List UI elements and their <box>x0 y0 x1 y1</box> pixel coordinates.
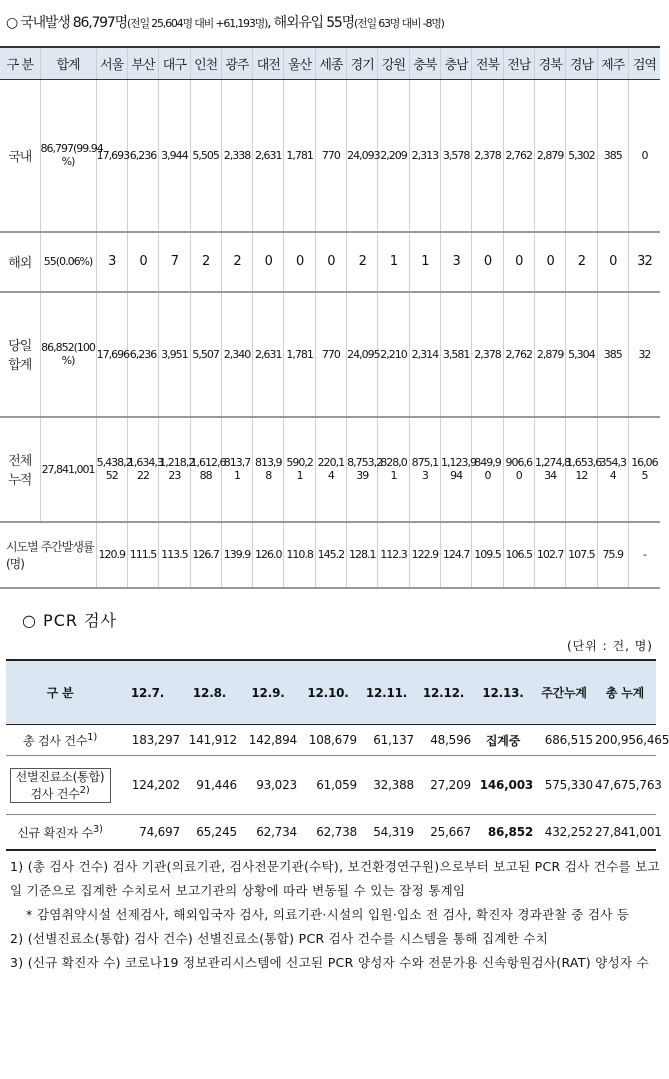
daily-value-cell: 2,631 <box>253 292 284 417</box>
cumulative-value-cell <box>221 417 252 522</box>
weekly-value-cell: 126.0 <box>253 522 284 588</box>
weekly-value-cell: 113.5 <box>159 522 190 588</box>
domestic-row <box>0 80 660 232</box>
cumulative-bottom: 3 <box>421 469 428 482</box>
cumulative-stack <box>222 456 252 482</box>
overseas-total-cell: 55(0.06%) <box>40 232 96 292</box>
pcr-header-cell: 주간누계 <box>534 660 594 725</box>
weekly-value-cell: 145.2 <box>315 522 346 588</box>
domestic-value-cell: 5,302 <box>566 80 597 232</box>
table2-header-row <box>6 660 656 725</box>
header-cell: 합계 <box>40 47 96 80</box>
cumulative-bottom: 52 <box>105 469 118 482</box>
cumulative-bottom: 23 <box>168 469 181 482</box>
pcr-value-cell: 91,446 <box>181 756 238 815</box>
domestic-label-text: 국내 <box>8 149 32 165</box>
cumulative-row <box>0 417 660 522</box>
daily-value-cell: 770 <box>315 292 346 417</box>
cumulative-bottom: 22 <box>137 469 150 482</box>
pcr-value-cell: 32,388 <box>358 756 415 815</box>
domestic-value-cell: 3,944 <box>159 80 190 232</box>
weekly-value-cell: 75.9 <box>597 522 628 588</box>
daily-value-cell: 5,304 <box>566 292 597 417</box>
cumulative-bottom: 0 <box>484 469 491 482</box>
daily-total-stack <box>41 341 96 367</box>
cumulative-top: 590,2 <box>286 456 313 469</box>
overseas-value-cell: 1 <box>409 232 440 292</box>
pcr-value-cell: 93,023 <box>238 756 298 815</box>
overseas-value-cell: 2 <box>221 232 252 292</box>
pcr-value-cell: 54,319 <box>358 815 415 851</box>
unit-label: (단위 : 건, 명) <box>566 639 653 653</box>
pcr-row-label-text: 총 검사 건수 <box>22 733 88 748</box>
pcr-value-cell: 142,894 <box>238 725 298 756</box>
weekly-value-cell: 139.9 <box>221 522 252 588</box>
pcr-header-cell: 구 분 <box>6 660 114 725</box>
pcr-header-cell: 12.11. <box>358 660 415 725</box>
cumulative-value-cell <box>253 417 284 522</box>
pcr-row-label-text: 선별진료소(통합) 검사 건수 <box>15 769 105 801</box>
weekly-value-cell: 109.5 <box>472 522 503 588</box>
pcr-value-cell: 200,956,465 <box>594 725 656 756</box>
pcr-value-cell: 27,841,001 <box>594 815 656 851</box>
cumulative-value-cell <box>190 417 226 522</box>
footnotes <box>10 855 660 975</box>
footnote-star: * 감염취약시설 선제검사, 해외입국자 검사, 의료기관·시설의 입원·입소 전 검사, 확진자 경과관찰 중 검사 등 <box>26 907 630 922</box>
header-cell: 세종 <box>315 47 346 80</box>
pcr-value-cell: 65,245 <box>181 815 238 851</box>
overseas-value-cell: 0 <box>503 232 534 292</box>
header-cell: 부산 <box>127 47 158 80</box>
pcr-test-table <box>6 659 669 851</box>
domestic-change-text: (전일 25,604명 대비 +61,193명) <box>126 17 268 30</box>
header-cell: 광주 <box>221 47 252 80</box>
header-cell: 경남 <box>566 47 597 80</box>
cumulative-bottom: 88 <box>199 469 212 482</box>
weekly-value-cell: 128.1 <box>347 522 378 588</box>
pcr-header-cell: 총 누계 <box>594 660 656 725</box>
domestic-value-cell: 2,378 <box>472 80 503 232</box>
daily-value-cell: 3,951 <box>159 292 190 417</box>
daily-total-cell <box>40 292 96 417</box>
cumulative-top: 849,9 <box>474 456 501 469</box>
daily-value-cell: 6,236 <box>127 292 158 417</box>
cumulative-top: 220,1 <box>317 456 345 469</box>
overseas-value-cell: 2 <box>190 232 221 292</box>
new-cases-row <box>6 815 656 851</box>
cumulative-value-cell <box>378 417 409 522</box>
pcr-header-cell: 12.12. <box>415 660 472 725</box>
cumulative-stack <box>253 456 283 482</box>
domestic-count-text: ○ 국내발생 86,797명 <box>6 15 127 31</box>
daily-label <box>0 292 40 417</box>
overseas-value-cell: 1 <box>378 232 409 292</box>
weekly-value-cell: 120.9 <box>96 522 127 588</box>
cumulative-top: 1,612,6 <box>190 456 226 469</box>
pcr-value-cell: 183,297 <box>114 725 181 756</box>
cumulative-bottom: 1 <box>296 469 303 482</box>
overseas-value-cell: 0 <box>472 232 503 292</box>
cumulative-value-cell <box>566 417 602 522</box>
overseas-value-cell: 0 <box>127 232 158 292</box>
cumulative-top: 813,9 <box>255 456 282 469</box>
cumulative-bottom: 4 <box>327 469 334 482</box>
screening-tests-row <box>6 756 656 815</box>
pcr-value-cell: 146,003 <box>472 756 534 815</box>
pcr-value-cell: 74,697 <box>114 815 181 851</box>
daily-value-cell: 3,581 <box>441 292 472 417</box>
weekly-value-cell: 110.8 <box>284 522 315 588</box>
cumulative-value-cell <box>441 417 477 522</box>
cumulative-value-cell <box>347 417 383 522</box>
cumulative-top: 875,1 <box>411 456 439 469</box>
pcr-value-cell: 432,252 <box>534 815 594 851</box>
cumulative-top: 1,274,8 <box>534 456 570 469</box>
cumulative-bottom: 34 <box>544 469 557 482</box>
domestic-label <box>0 80 40 232</box>
pcr-value-cell: 48,596 <box>415 725 472 756</box>
weekly-value-cell: 107.5 <box>566 522 597 588</box>
domestic-value-cell: 5,505 <box>190 80 221 232</box>
pcr-value-cell: 집계중 <box>472 725 534 756</box>
cumulative-top: 1,634,3 <box>127 456 163 469</box>
cumulative-stack <box>316 456 346 482</box>
cumulative-top: 906,6 <box>505 456 533 469</box>
pcr-value-cell: 47,675,763 <box>594 756 656 815</box>
cumulative-stack <box>629 456 660 482</box>
cumulative-top: 813,7 <box>223 456 251 469</box>
daily-value-cell: 17,696 <box>96 292 127 417</box>
pcr-value-cell: 61,059 <box>298 756 358 815</box>
table1-header-row <box>0 47 660 80</box>
cumulative-value-cell <box>534 417 570 522</box>
overseas-value-cell: 0 <box>315 232 346 292</box>
pcr-header-cell: 12.10. <box>298 660 358 725</box>
daily-value-cell: 24,095 <box>347 292 378 417</box>
cumulative-stack <box>378 456 408 482</box>
pcr-value-cell: 61,137 <box>358 725 415 756</box>
weekly-label: 시도별 주간발생률(명) <box>0 522 96 588</box>
pcr-value-cell: 62,734 <box>238 815 298 851</box>
daily-value-cell: 5,507 <box>190 292 221 417</box>
pcr-value-cell: 575,330 <box>534 756 594 815</box>
domestic-value-cell: 770 <box>315 80 346 232</box>
daily-label-line: 합계 <box>8 358 32 373</box>
daily-label-line: 당일 <box>8 339 32 354</box>
cumulative-label-line: 전체 <box>8 454 32 469</box>
daily-total-top: 86,852(100 <box>41 341 95 354</box>
cumulative-bottom: 12 <box>575 469 588 482</box>
cumulative-bottom: 1 <box>233 469 240 482</box>
header-cell: 서울 <box>96 47 127 80</box>
domestic-total-bottom: %) <box>61 155 75 169</box>
header-cell: 충북 <box>409 47 440 80</box>
pcr-row-label <box>6 756 114 815</box>
daily-value-cell: 2,378 <box>472 292 503 417</box>
cumulative-top: 354,3 <box>599 456 626 469</box>
cumulative-top: 5,438,2 <box>96 456 132 469</box>
domestic-value-cell: 2,879 <box>534 80 565 232</box>
regional-cases-table <box>0 46 660 589</box>
weekly-value-cell: 122.9 <box>409 522 440 588</box>
cumulative-label <box>0 417 40 522</box>
header-cell: 대구 <box>159 47 190 80</box>
header-cell: 경북 <box>534 47 565 80</box>
overseas-value-cell: 0 <box>284 232 315 292</box>
cumulative-value-cell <box>503 417 534 522</box>
domestic-value-cell: 24,093 <box>347 80 378 232</box>
cumulative-stack <box>127 456 163 482</box>
cumulative-value-cell <box>597 417 628 522</box>
cumulative-stack <box>441 456 477 482</box>
pcr-value-cell: 62,738 <box>298 815 358 851</box>
header-cell: 강원 <box>378 47 409 80</box>
header-cell: 경기 <box>347 47 378 80</box>
cumulative-top: 1,123,9 <box>441 456 477 469</box>
cumulative-stack <box>598 456 628 482</box>
cumulative-value-cell <box>315 417 346 522</box>
cumulative-value-cell <box>628 417 660 522</box>
overseas-value-cell: 2 <box>566 232 597 292</box>
pcr-header-cell: 12.9. <box>238 660 298 725</box>
cumulative-stack <box>504 456 534 482</box>
weekly-value-cell: 102.7 <box>534 522 565 588</box>
pcr-section-title: ○ PCR 검사 <box>22 611 117 630</box>
weekly-value-cell: 126.7 <box>190 522 221 588</box>
pcr-row-label <box>6 725 114 756</box>
pcr-value-cell: 86,852 <box>472 815 534 851</box>
overseas-value-cell: 2 <box>347 232 378 292</box>
cumulative-stack <box>159 456 195 482</box>
cumulative-stack <box>566 456 602 482</box>
cumulative-bottom: 5 <box>641 469 648 482</box>
weekly-value-cell: 111.5 <box>127 522 158 588</box>
pcr-value-cell: 141,912 <box>181 725 238 756</box>
pcr-row-label-sup: 1) <box>87 731 98 743</box>
overseas-label-text: 해외 <box>8 256 32 271</box>
overseas-row <box>0 232 660 292</box>
cumulative-stack <box>410 456 440 482</box>
cumulative-label-stack <box>0 450 40 488</box>
pcr-value-cell: 27,209 <box>415 756 472 815</box>
overseas-value-cell: 0 <box>597 232 628 292</box>
cumulative-bottom: 94 <box>450 469 463 482</box>
overseas-value-cell: 3 <box>441 232 472 292</box>
header-cell: 검역 <box>628 47 660 80</box>
footnote-2: 2) (선별진료소(통합) 검사 건수) 선별진료소(통합) PCR 검사 건수를 시스템을 통해 집계한 수치 <box>10 931 549 946</box>
overseas-value-cell: 7 <box>159 232 190 292</box>
daily-value-cell: 2,340 <box>221 292 252 417</box>
domestic-value-cell: 385 <box>597 80 628 232</box>
cumulative-value-cell <box>159 417 195 522</box>
cumulative-stack <box>534 456 570 482</box>
daily-value-cell: 2,879 <box>534 292 565 417</box>
header-cell: 전북 <box>472 47 503 80</box>
cumulative-value-cell <box>284 417 315 522</box>
header-cell: 구 분 <box>0 47 40 80</box>
pcr-value-cell: 108,679 <box>298 725 358 756</box>
daily-total-bottom: %) <box>61 354 75 367</box>
overseas-label <box>0 232 40 292</box>
cumulative-stack <box>347 456 383 482</box>
weekly-value-cell: 106.5 <box>503 522 534 588</box>
cumulative-top: 16,06 <box>631 456 658 469</box>
domestic-value-cell: 2,762 <box>503 80 534 232</box>
domestic-value-cell: 17,693 <box>96 80 127 232</box>
pcr-value-cell: 686,515 <box>534 725 594 756</box>
header-cell: 인천 <box>190 47 221 80</box>
pcr-row-label <box>6 815 114 851</box>
header-cell: 제주 <box>597 47 628 80</box>
cumulative-top: 1,653,6 <box>566 456 602 469</box>
daily-label-stack <box>0 335 40 373</box>
overseas-value-cell: 0 <box>253 232 284 292</box>
cumulative-bottom: 8 <box>265 469 272 482</box>
domestic-value-cell: 2,631 <box>253 80 284 232</box>
section1-title <box>6 12 444 32</box>
pcr-row-label-sup: 3) <box>92 823 103 835</box>
header-cell: 전남 <box>503 47 534 80</box>
cumulative-value-cell <box>409 417 440 522</box>
header-cell: 대전 <box>253 47 284 80</box>
pcr-value-cell: 124,202 <box>114 756 181 815</box>
domestic-total-cell <box>40 80 103 232</box>
total-tests-row <box>6 725 656 756</box>
daily-value-cell: 1,781 <box>284 292 315 417</box>
header-cell: 울산 <box>284 47 315 80</box>
pcr-header-cell: 12.7. <box>114 660 181 725</box>
cumulative-value-cell <box>472 417 503 522</box>
domestic-value-cell: 1,781 <box>284 80 315 232</box>
cumulative-label-line: 누적 <box>8 473 32 488</box>
domestic-value-cell: 3,578 <box>441 80 472 232</box>
footnote-1: 1) (총 검사 건수) 검사 기관(의료기관, 검사전문기관(수탁), 보건환경연구원)으로부터 보고된 PCR 검사 건수를 보고일 기준으로 집계한 수치로서 보고기관의 상황에 따라 변동될 수 있는 잠정 통계임 <box>10 859 660 898</box>
daily-value-cell: 2,762 <box>503 292 534 417</box>
overseas-count-text: , 해외유입 55명 <box>267 15 354 31</box>
overseas-value-cell: 0 <box>534 232 565 292</box>
cumulative-total-cell: 27,841,001 <box>40 417 96 522</box>
pcr-value-cell: 25,667 <box>415 815 472 851</box>
overseas-change-text: (전일 63명 대비 -8명) <box>353 17 444 30</box>
domestic-value-cell: 0 <box>628 80 660 232</box>
domestic-total-stack <box>40 142 103 169</box>
header-cell: 충남 <box>441 47 472 80</box>
cumulative-bottom: 1 <box>390 469 397 482</box>
cumulative-top: 828,0 <box>380 456 407 469</box>
daily-value-cell: 2,314 <box>409 292 440 417</box>
daily-value-cell: 2,210 <box>378 292 409 417</box>
cumulative-value-cell <box>96 417 132 522</box>
cumulative-top: 1,218,2 <box>159 456 195 469</box>
cumulative-stack <box>284 456 314 482</box>
cumulative-stack <box>96 456 132 482</box>
pcr-row-label-sup: 2) <box>79 784 90 796</box>
cumulative-stack <box>190 456 226 482</box>
pcr-header-cell: 12.13. <box>472 660 534 725</box>
cumulative-top: 8,753,2 <box>347 456 383 469</box>
cumulative-bottom: 0 <box>515 469 522 482</box>
pcr-row-label-text: 신규 확진자 수 <box>17 825 93 840</box>
cumulative-stack <box>472 456 502 482</box>
cumulative-bottom: 4 <box>609 469 616 482</box>
domestic-value-cell: 2,209 <box>378 80 409 232</box>
weekly-value-cell: 124.7 <box>441 522 472 588</box>
weekly-value-cell: - <box>628 522 660 588</box>
overseas-value-cell: 32 <box>628 232 660 292</box>
weekly-value-cell: 112.3 <box>378 522 409 588</box>
pcr-row-label-box <box>10 768 111 803</box>
daily-value-cell: 385 <box>597 292 628 417</box>
domestic-value-cell: 2,338 <box>221 80 252 232</box>
overseas-value-cell: 3 <box>96 232 127 292</box>
daily-total-row <box>0 292 660 417</box>
pcr-header-cell: 12.8. <box>181 660 238 725</box>
cumulative-value-cell <box>127 417 163 522</box>
domestic-total-top: 86,797(99.94 <box>40 142 103 156</box>
domestic-value-cell: 2,313 <box>409 80 440 232</box>
weekly-rate-row <box>0 522 660 588</box>
cumulative-bottom: 39 <box>356 469 369 482</box>
domestic-value-cell: 6,236 <box>127 80 158 232</box>
footnote-3: 3) (신규 확진자 수) 코로나19 정보관리시스템에 신고된 PCR 양성자 수와 전문가용 신속항원검사(RAT) 양성자 수 <box>10 955 649 970</box>
daily-value-cell: 32 <box>628 292 660 417</box>
